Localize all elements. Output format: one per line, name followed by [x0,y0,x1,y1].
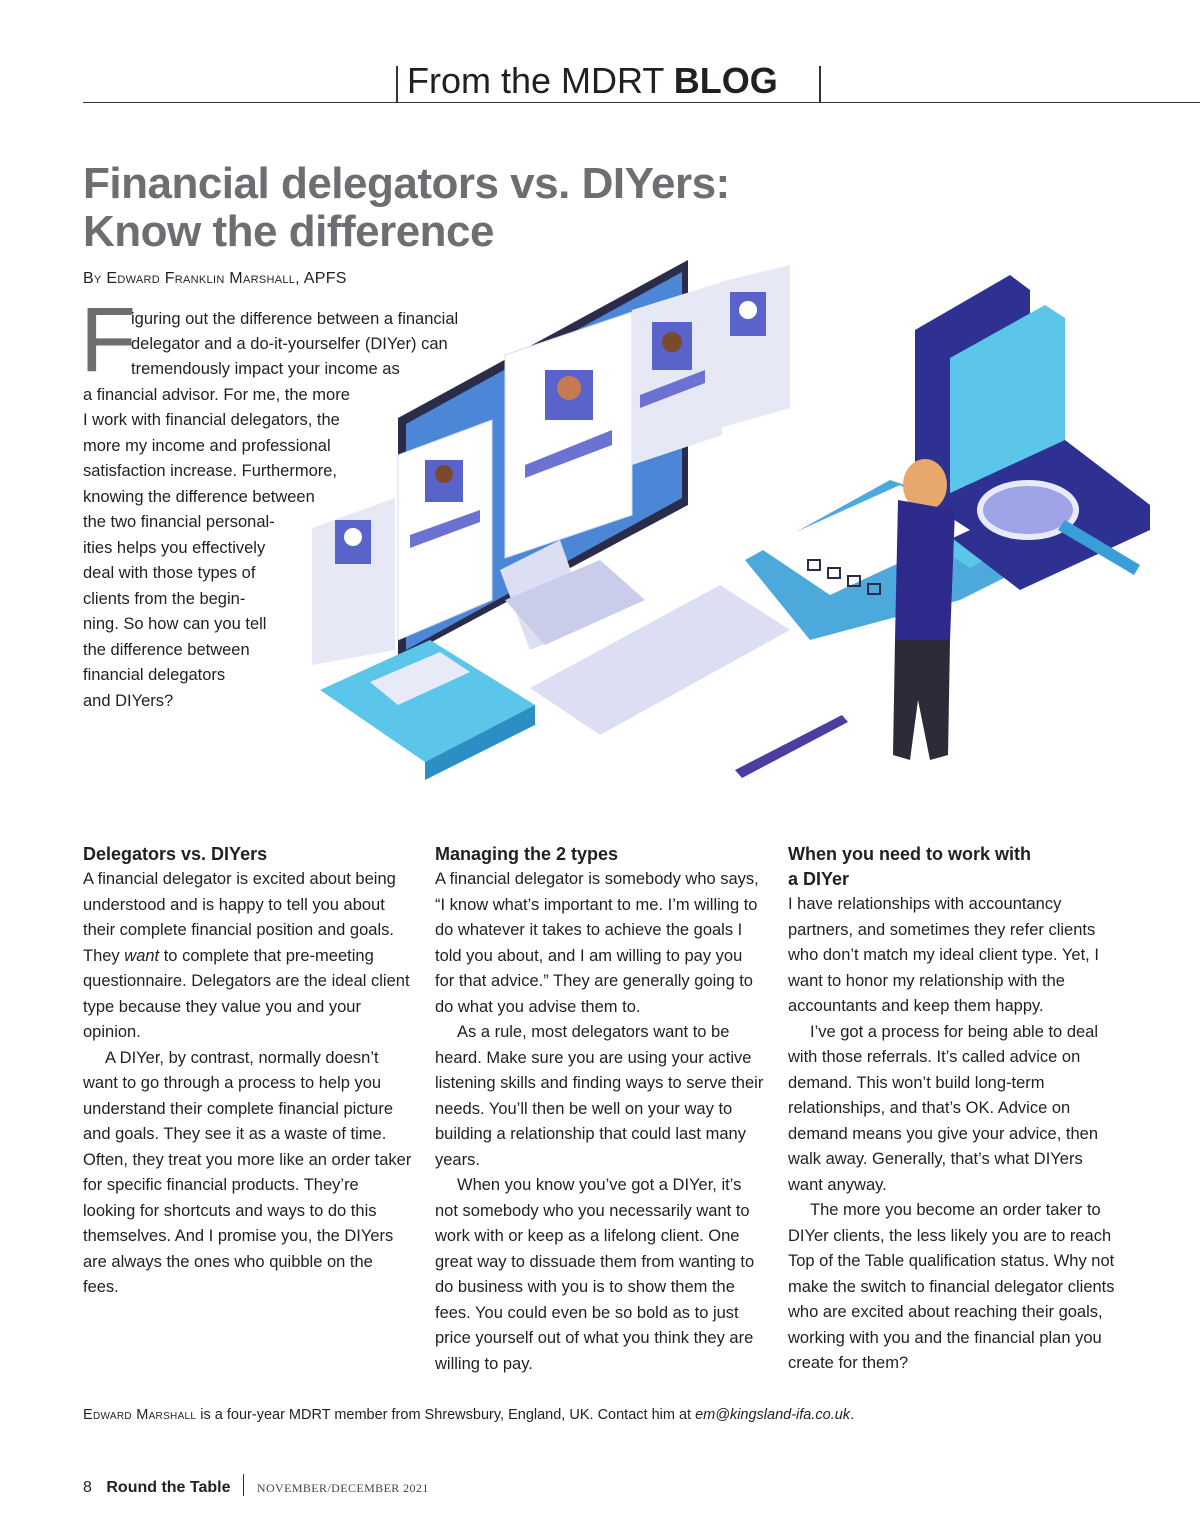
author-email-link[interactable]: em@kingsland-ifa.co.uk [695,1407,851,1423]
intro-line: financial delegators [83,666,226,684]
intro-line: and DIYers? [83,692,174,710]
page-number: 8 [83,1479,92,1496]
emphasis: want [124,946,160,965]
intro-line: tremendously impact your income as [131,360,400,378]
title-line-1: Financial delegators vs. DIYers: [83,159,730,208]
intro-line: knowing the difference between [83,488,315,506]
paragraph: I have relationships with accountancy partners, and sometimes they refer clients who don’t match my ideal client type. Yet, I want to honor my relationship with the accountants and keep them happy. [788,895,1099,1015]
section-prefix: From the MDRT [407,60,664,101]
page-footer [83,1474,429,1499]
section-heading: Managing the 2 types [435,844,619,864]
paragraph: A financial delegator is somebody who says, “I know what’s important to me. I’m willing to do whatever it takes to achieve the goals I told you about, and I am willing to pay you for that advice.” They are generally going to do what you advise them to. [435,870,759,1016]
intro-line: the difference between [83,641,250,659]
intro-line: delegator and a do-it-yourselfer (DIYer) can [131,335,448,353]
magazine-name: Round the Table [106,1479,231,1496]
paragraph: A DIYer, by contrast, normally doesn’t want to go through a process to help you understand their complete financial picture and goals. They see it as a waste of time. Often, they treat you more like an order taker for specific financial products. They’re looking for shortcuts and ways to do this themselves. And I promise you, the DIYers are always the ones who quibble on the fees. [83,1048,412,1296]
author-name: Edward Marshall [83,1407,197,1423]
intro-line: more my income and professional [83,437,331,455]
author-bio: Edward Marshall is a four-year MDRT member from Shrewsbury, England, UK. Contact him at em@kingsland-ifa.co.uk. [83,1407,855,1423]
section-bold: BLOG [673,60,778,101]
intro-line: ities helps you effectively [83,539,266,557]
paragraph: The more you become an order taker to DIYer clients, the less likely you are to reach Top of the Table qualification status. Why not make the switch to financial delegator clients who are excited about reaching their goals, working with you and the financial plan you create for them? [788,1201,1115,1372]
paragraph: When you know you’ve got a DIYer, it’s not somebody who you necessarily want to work with or keep as a lifelong client. One great way to dissuade them from wanting to do business with you is to show them the fees. You could even be so bold as to just price yourself out of what you think they are willing to pay. [435,1176,755,1373]
intro-line: deal with those types of [83,564,256,582]
header-bar-left [396,66,398,102]
byline: By Edward Franklin Marshall, APFS [83,270,347,287]
notebook-icon [320,640,535,780]
article-title [83,160,843,256]
section-heading: When you need to work with a DIYer [788,844,1031,889]
column-working-with-diyer [788,842,1118,1377]
intro-line: the two financial personal- [83,513,275,531]
header-bar-right [819,66,821,102]
section-heading: Delegators vs. DIYers [83,844,268,864]
intro-line: ning. So how can you tell [83,615,267,633]
intro-line: I work with financial delegators, the [83,411,340,429]
intro-line: satisfaction increase. Furthermore, [83,462,338,480]
title-line-2: Know the difference [83,207,494,256]
intro-line: iguring out the difference between a financial [131,310,459,328]
intro-line: clients from the begin- [83,590,246,608]
column-delegators-vs-diyers [83,842,413,1301]
paragraph: As a rule, most delegators want to be heard. Make sure you are using your active listening skills and finding ways to serve their needs. You’ll then be well on your way to building a relationship that could last many years. [435,1023,764,1169]
intro-line: a financial advisor. For me, the more [83,386,350,404]
paragraph: I’ve got a process for being able to deal with those referrals. It’s called advice on demand. This won’t build long-term relationships, and that’s OK. Advice on demand means you give your advice, then walk away. Generally, that’s what DIYers want anyway. [788,1022,1099,1194]
column-managing-types [435,842,765,1377]
pen-icon [735,715,848,778]
section-title [407,58,817,104]
paragraph: A financial delegator is excited about being understood and is happy to tell you about their complete financial position and goals. They want to complete that pre-meeting questionnaire. Delegators are the ideal client type because they value you and your opinion. [83,870,410,1041]
issue-date: NOVEMBER/DECEMBER 2021 [256,1481,429,1495]
footer-separator [243,1474,245,1496]
drop-cap: F [80,289,137,391]
